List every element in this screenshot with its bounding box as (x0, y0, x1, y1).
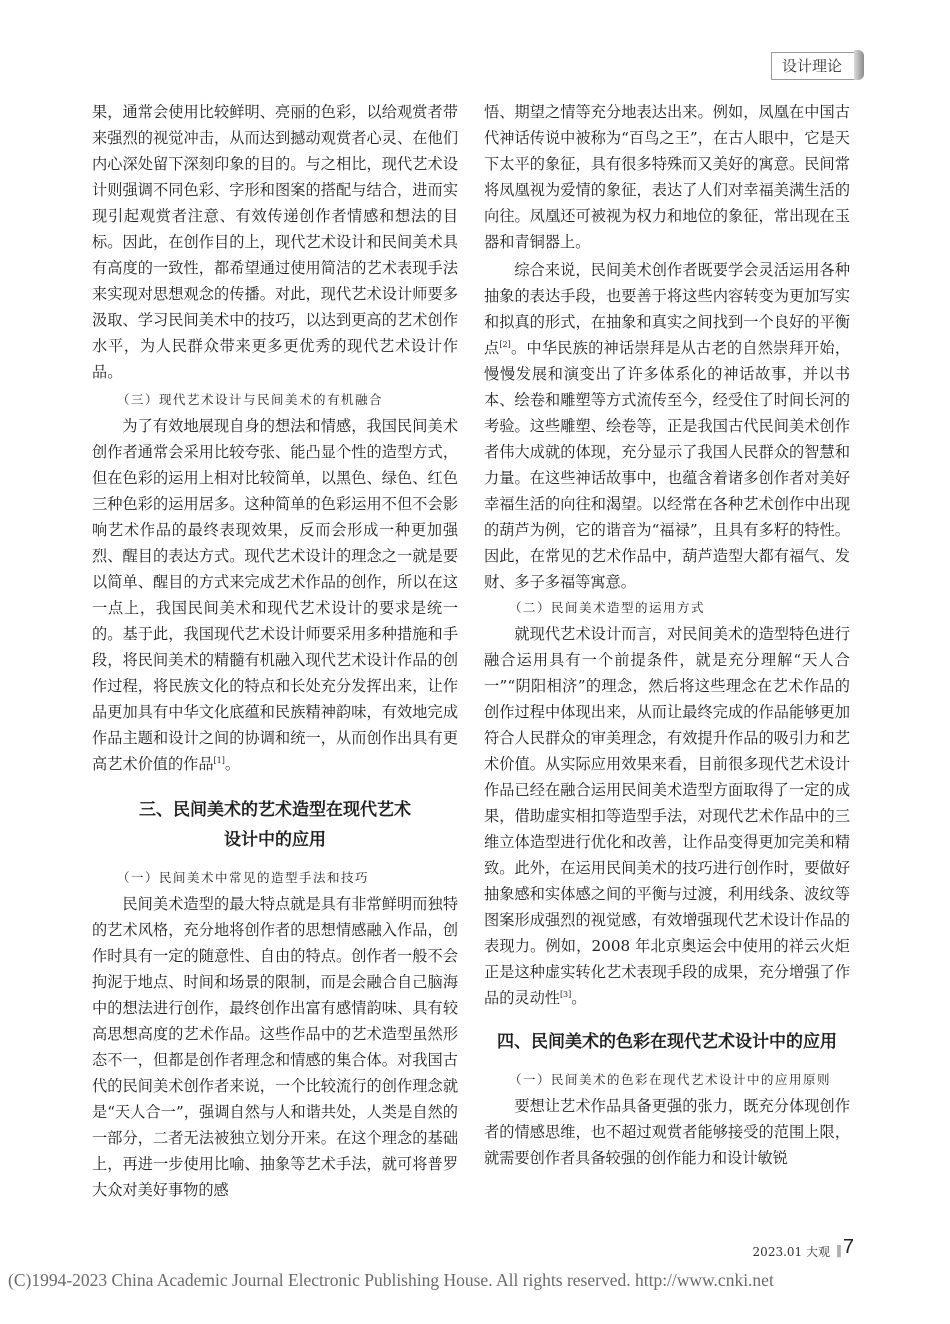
page-number: 7 (842, 1236, 854, 1258)
right-column (484, 99, 850, 1171)
paragraph-end: 。 (571, 989, 587, 1007)
paragraph: 悟、期望之情等充分地表达出来。例如，凤凰在中国古代神话传说中被称为“百鸟之王”，在古人眼中，它是天下太平的象征，具有很多特殊而又美好的寓意。民间常将凤凰视为爱情的象征，表达了人们对幸福美满生活的向往。凤凰还可被视为权力和地位的象征，常出现在玉器和青铜器上。 (484, 103, 850, 251)
subsection-heading: （一）民间美术中常见的造型手法和技巧 (117, 870, 370, 885)
paragraph (484, 621, 850, 1011)
section-label: 设计理论 (771, 52, 854, 80)
subsection-heading: （二）民间美术造型的运用方式 (509, 600, 706, 615)
paragraph-text: 。中华民族的神话崇拜是从古老的自然崇拜开始，慢慢发展和演变出了许多体系化的神话故事，并以书本、绘卷和雕塑等方式流传至今，经受住了时间长河的考验。这些雕塑、绘卷等，正是我国古代民间美术创作者伟大成就的体现，充分显示了我国人民群众的智慧和力量。在这些神话故事中，也蕴含着诸多创作者对美好幸福生活的向往和渴望。以经常在各种艺术创作中出现的葫芦为例，它的谐音为“福禄”，且具有多籽的特性。因此，在常见的艺术作品中，葫芦造型大都有福气、发财、多子多福等寓意。 (484, 339, 851, 591)
citation-ref: [2] (499, 339, 511, 349)
copyright-notice: (C)1994-2023 China Academic Journal Electronic Publishing House. All rights reserved. http://www.cnki.net (8, 1270, 774, 1290)
paragraph-end: 。 (224, 755, 241, 773)
section-heading (92, 795, 458, 855)
section-heading-line: 设计中的应用 (224, 830, 326, 850)
citation-ref: [3] (559, 989, 572, 999)
header-tab-decoration (854, 50, 864, 80)
citation-ref: [1] (213, 755, 225, 765)
paragraph: 要想让艺术作品具备更强的张力，既充分体现创作者的情感思维，也不超过观赏者能够接受的范围上限，就需要创作者具备较强的创作能力和设计敏锐 (484, 1097, 850, 1167)
subsection-heading: （一）民间美术的色彩在现代艺术设计中的应用原则 (509, 1072, 832, 1087)
paragraph (92, 413, 458, 777)
section-heading: 四、民间美术的色彩在现代艺术设计中的应用 (497, 1032, 837, 1052)
journal-issue: 2023.01 大观 (752, 1245, 830, 1259)
paragraph-text: 就现代艺术设计而言，对民间美术的造型特色进行融合运用具有一个前提条件，就是充分理解“天人合一”“阴阳相济”的理念，然后将这些理念在艺术作品的创作过程中体现出来，从而让最终完成的作品能够更加符合人民群众的审美理念，有效提升作品的吸引力和艺术价值。从实际应用效果来看，目前很多现代艺术设计作品已经在融合运用民间美术造型方面取得了一定的成果，借助虚实相扣等造型手法，对现代艺术作品中的三维立体造型进行优化和改善，让作品变得更加完美和精致。此外，在运用民间美术的技巧进行创作时，要做好抽象感和实体感之间的平衡与过渡，利用线条、波纹等图案形成强烈的视觉感，有效增强现代艺术设计作品的表现力。例如，2008 年北京奥运会中使用的祥云火炬正是这种虚实转化艺术表现手段的成果，充分增强了作品的灵动性 (484, 625, 850, 1007)
paragraph-text: 综合来说，民间美术创作者既要学会灵活运用各种抽象的表达手段，也要善于将这些内容转变为更加写实和拟真的形式，在抽象和真实之间找到一个良好的平衡点 (484, 261, 850, 357)
section-heading-line: 三、民间美术的艺术造型在现代艺术 (139, 800, 411, 820)
subsection-heading: （三）现代艺术设计与民间美术的有机融合 (117, 392, 384, 407)
left-column (92, 99, 458, 1203)
footer-separator: ‖ (836, 1243, 842, 1257)
paragraph (484, 257, 850, 595)
paragraph: 民间美术造型的最大特点就是具有非常鲜明而独特的艺术风格，充分地将创作者的思想情感融入作品，创作时具有一定的随意性、自由的特点。创作者一般不会拘泥于地点、时间和场景的限制，而是会融合自己脑海中的想法进行创作，最终创作出富有感情韵味、具有较高思想高度的艺术作品。这些作品中的艺术造型虽然形态不一，但都是创作者理念和情感的集合体。对我国古代的民间美术创作者来说，一个比较流行的创作理念就是“天人合一”，强调自然与人和谐共处，人类是自然的一部分，二者无法被独立划分开来。在这个理念的基础上，再进一步使用比喻、抽象等艺术手法，就可将普罗大众对美好事物的感 (92, 895, 458, 1199)
paragraph-text: 为了有效地展现自身的想法和情感，我国民间美术创作者通常会采用比较夸张、能凸显个性的造型方式，但在色彩的运用上相对比较简单，以黑色、绿色、红色三种色彩的运用居多。这种简单的色彩运用不但不会影响艺术作品的最终表现效果，反而会形成一种更加强烈、醒目的表达方式。现代艺术设计的理念之一就是要以简单、醒目的方式来完成艺术作品的创作，所以在这一点上，我国民间美术和现代艺术设计的要求是统一的。基于此，我国现代艺术设计师要采用多种措施和手段，将民间美术的精髓有机融入现代艺术设计作品的创作过程，将民族文化的特点和长处充分发挥出来，让作品更加具有中华文化底蕴和民族精神韵味，有效地完成作品主题和设计之间的协调和统一，从而创作出具有更高艺术价值的作品 (92, 417, 458, 773)
paragraph: 果，通常会使用比较鲜明、亮丽的色彩，以给观赏者带来强烈的视觉冲击，从而达到撼动观赏者心灵、在他们内心深处留下深刻印象的目的。与之相比，现代艺术设计则强调不同色彩、字形和图案的搭配与结合，进而实现引起观赏者注意、有效传递创作者情感和想法的目标。因此，在创作目的上，现代艺术设计和民间美术具有高度的一致性，都希望通过使用简洁的艺术表现手法来实现对思想观念的传播。对此，现代艺术设计师要多汲取、学习民间美术中的技巧，以达到更高的艺术创作水平，为人民群众带来更多更优秀的现代艺术设计作品。 (92, 103, 458, 381)
